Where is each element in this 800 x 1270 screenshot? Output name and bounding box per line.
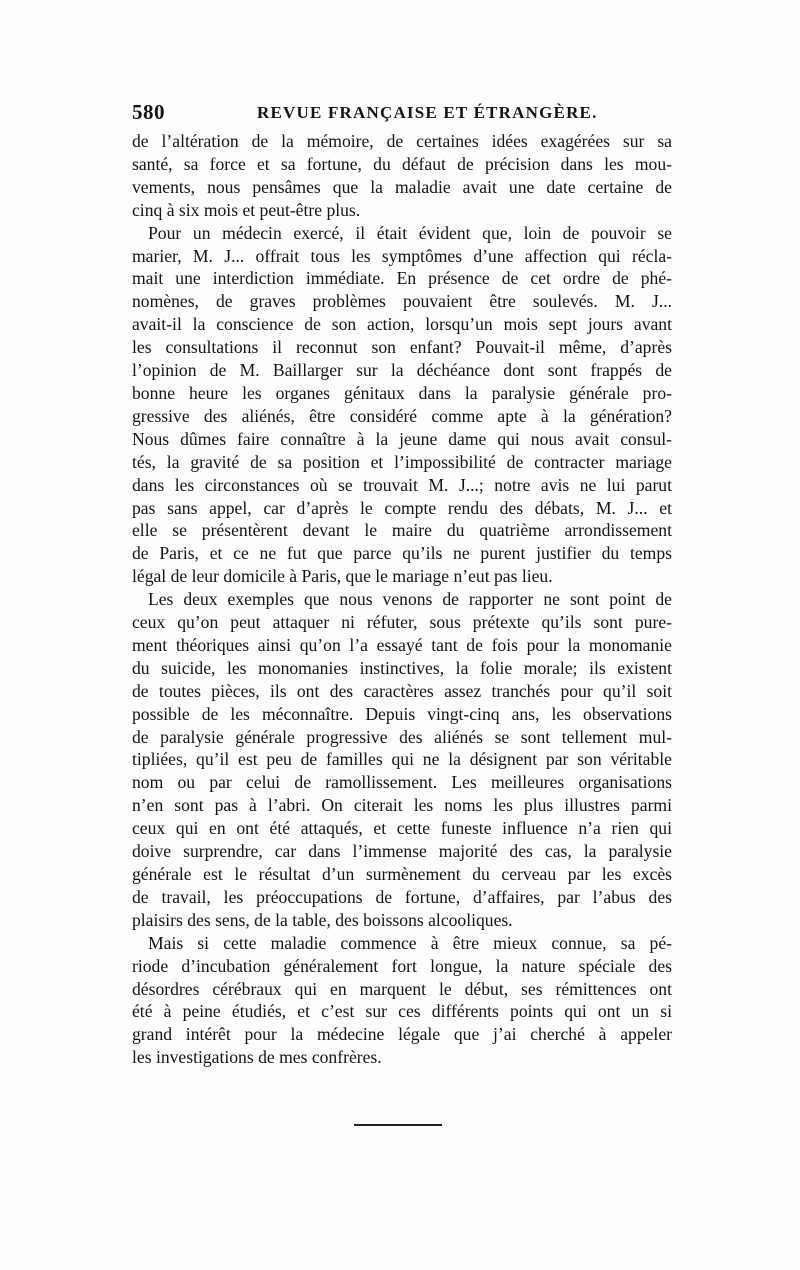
paragraph [132,130,672,222]
paragraph [132,932,672,1069]
text-line: Nous dûmes faire connaître à la jeune dame qui nous avait consul- [132,428,672,449]
text-line: pas sans appel, car d’après le compte rendu des débats, M. J... et [132,497,672,518]
text-line: les consultations il reconnut son enfant? Pouvait-il même, d’après [132,337,672,358]
text-line: n’en sont pas à l’abri. On citerait les noms les plus illustres parmi [132,795,672,816]
text-line: marier, M. J... offrait tous les symptômes d’une affection qui récla- [132,245,672,266]
text-line: de travail, les préoccupations de fortune, d’affaires, par l’abus des [132,886,672,907]
text-line: Pour un médecin exercé, il était évident que, loin de pouvoir se [148,222,672,243]
text-line: générale est le résultat d’un surmènement du cerveau par les excès [132,864,672,884]
text-line: plaisirs des sens, de la table, des boissons alcooliques. [132,909,513,930]
text-line: doive surprendre, car dans l’immense majorité des cas, la paralysie [132,841,672,862]
page-number: 580 [132,100,165,124]
text-line: été à peine étudiés, et c’est sur ces différents points qui ont un si [132,1001,672,1022]
text-line: cinq à six mois et peut-être plus. [132,199,361,220]
text-line: bonne heure les organes génitaux dans la paralysie générale pro- [132,382,672,403]
text-line: de paralysie générale progressive des aliénés se sont tellement mul- [132,726,672,747]
text-line: elle se présentèrent devant le maire du quatrième arrondissement [132,520,672,541]
page-header [132,100,672,126]
text-line: possible de les méconnaître. Depuis vingt-cinq ans, les observations [132,703,672,724]
text-line: santé, sa force et sa fortune, du défaut de précision dans les mou- [132,153,672,174]
text-line: ceux qui en ont été attaqués, et cette funeste influence n’a rien qui [132,818,672,839]
text-line: grand intérêt pour la médecine légale que j’ai cherché à appeler [132,1024,672,1045]
text-line: de Paris, et ce ne fut que parce qu’ils ne purent justifier du temps [132,543,672,564]
text-line: ment théoriques ainsi qu’on l’a essayé tant de fois pour la monomanie [132,634,672,655]
text-line: vements, nous pensâmes que la maladie avait une date certaine de [132,176,672,197]
running-title: REVUE FRANÇAISE ET ÉTRANGÈRE. [257,103,598,122]
text-line: Les deux exemples que nous venons de rapporter ne sont point de [148,589,672,610]
text-line: tipliées, qu’il est peu de familles qui ne la désignent par son véritable [132,749,672,770]
text-line: tés, la gravité de sa position et l’impossibilité de contracter mariage [132,451,672,472]
text-line: les investigations de mes confrères. [132,1047,382,1068]
text-line: nom ou par celui de ramollissement. Les meilleures organisations [132,772,672,793]
text-line: mait une interdiction immédiate. En présence de cet ordre de phé- [132,268,672,289]
section-separator-rule [354,1124,442,1126]
text-line: ceux qu’on peut attaquer ni réfuter, sous prétexte qu’ils sont pure- [132,612,672,633]
text-line: Mais si cette maladie commence à être mieux connue, sa pé- [148,932,672,953]
text-line: désordres cérébraux qui en marquent le début, ses rémittences ont [132,978,672,999]
text-line: de l’altération de la mémoire, de certaines idées exagérées sur sa [132,131,672,151]
paragraph [132,588,672,932]
paragraph [132,222,672,589]
body-text [132,130,672,1069]
text-line: du suicide, les monomanies instinctives, la folie morale; ils existent [132,657,672,678]
text-line: avait-il la conscience de son action, lorsqu’un mois sept jours avant [132,314,672,335]
text-line: nomènes, de graves problèmes pouvaient être soulevés. M. J... [132,291,672,312]
text-line: riode d’incubation généralement fort longue, la nature spéciale des [132,955,672,976]
text-line: gressive des aliénés, être considéré comme apte à la génération? [132,405,672,426]
text-line: dans les circonstances où se trouvait M. J...; notre avis ne lui parut [132,474,672,495]
text-line: de toutes pièces, ils ont des caractères assez tranchés pour qu’il soit [132,680,672,701]
text-line: l’opinion de M. Baillarger sur la déchéance dont sont frappés de [132,360,672,381]
text-line: légal de leur domicile à Paris, que le mariage n’eut pas lieu. [132,566,553,587]
